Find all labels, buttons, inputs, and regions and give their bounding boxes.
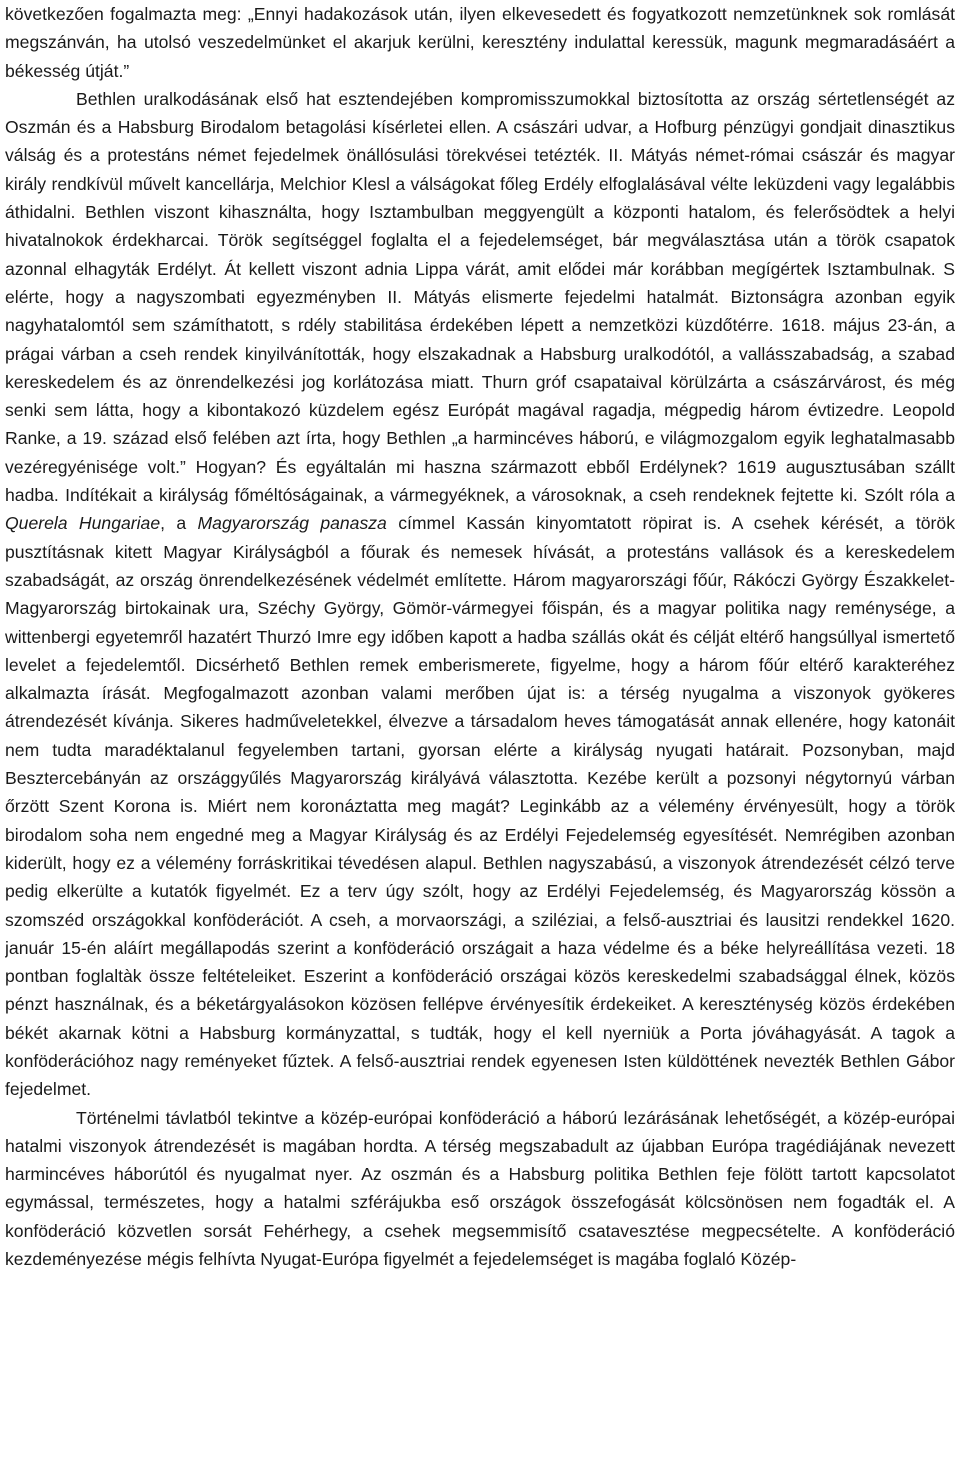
paragraph-bethlen-reign — [5, 85, 955, 1104]
document-page — [5, 0, 955, 1464]
title-querela-hungariae: Querela Hungariae — [5, 513, 161, 534]
text-segment: , a — [160, 513, 198, 534]
text-segment: Bethlen uralkodásának első hat esztendejében kompromisszumokkal biztosította az ország sértetlenségét az Oszmán és a Habsburg Birodalom betagolási kísérletei ellen. A császári udvar, a Hofburg pénzügyi gondjait dinasztikus válság és a protestáns német fejedelmek önállósulási törekvései tetézték. II. Mátyás német-római császár és magyar király rendkívül művelt kancellárja, Melchior Klesl a válságokat főleg Erdély elfoglalásával vélte leküzdeni vagy legalábbis áthidalni. Bethlen viszont kihasználta, hogy Isztambulban meggyengült a központi hatalom, és felerősödtek a helyi hivatalnokok érdekharcai. Török segítséggel foglalta el a fejedelemséget, bár megválasztása után a török csapatok azonnal elhagyták Erdélyt. Át kellett viszont adnia Lippa várát, amit elődei már korábban megígértek Isztambulnak. S elérte, hogy a nagyszombati egyezményben II. Mátyás elismerte fejedelmi hatalmát. Biztonságra azonban egyik nagyhatalomtól sem számíthatott, s rdély stabilitása érdekében lépett a nemzetközi küzdőtérre. 1618. május 23-án, a prágai várban a cseh rendek kinyilvánították, hogy elszakadnak a Habsburg uralkodótól, a vallásszabadság, a szabad kereskedelem és az önrendelkezési jog korlátozása miatt. Thurn gróf csapataival körülzárta a császárvárost, és még senki sem látta, hogy a kibontakozó küzdelem egész Európát magával ragadja, mégpedig három évtizedre. Leopold Ranke, a 19. század első felében azt írta, hogy Bethlen „a harmincéves háború, e világmozgalom egyik leghatalmasabb vezéregyénisége volt.” Hogyan? És egyáltalán mi haszna származott ebből Erdélynek? 1619 augusztusában szállt hadba. Indítékait a királyság főméltóságainak, a vármegyéknek, a városoknak, a cseh rendeknek fejtette ki. Szólt róla a — [5, 88, 955, 506]
text-segment: címmel Kassán kinyomtatott röpirat is. A csehek kérését, a török pusztításnak kitett Magyar Királyságból a főurak és nemesek hívását, a protestáns vallások és a kereskedelem szabadságát, az ország önrendelkezésének védelmét említette. Három magyarországi főúr, Rákóczi György Északkelet-Magyarország birtokainak ura, Széchy György, Gömör-vármegyei főispán, és a magyar politika nagy reménysége, a wittenbergi egyetemről hazatért Thurzó Imre egy időben kapott a hadba szállás okát és célját eltérő hangsúllyal ismertető levelet a fejedelemtől. Dicsérhető Bethlen remek emberismerete, figyelme, hogy a három főúr eltérő karakteréhez alkalmazta írását. Megfogalmazott azonban valami merőben újat is: a térség nyugalma a viszonyok gyökeres átrendezését kívánja. Sikeres hadműveletekkel, élvezve a társadalom heves támogatását annak ellenére, hogy katonáit nem tudta maradéktalanul fegyelemben tartani, gyorsan elérte a királyság nyugati határait. Pozsonyban, majd Besztercebányán az országgyűlés Magyarország királyává választotta. Kezébe került a pozsonyi négytornyú várban őrzött Szent Korona is. Miért nem koronáztatta meg magát? Leginkább az a vélemény érvényesült, hogy a török birodalom soha nem engedné meg a Magyar Királyság és az Erdélyi Fejedelemség egyesítését. Nemrégiben azonban kiderült, hogy ez a vélemény forráskritikai tévedésen alapul. Bethlen nagyszabású, a viszonyok átrendezését célzó terve pedig elkerülte a kutatók figyelmét. Ez a terv úgy szólt, hogy az Erdélyi Fejedelemség, és Magyarország kössön a szomszéd országokkal konföderációt. A cseh, a morvaországi, a sziléziai, a felső-ausztriai és lausitzi rendekkel 1620. január 15-én aláírt megállapodás szerint a konföderáció országait a haza védelme és a béke helyreállítása vezeti. 18 pontban foglaltàk össze feltételeiket. Eszerint a konföderáció országai közös kereskedelmi szabadsággal élnek, közös pénzt használnak, és a béketárgyalásokon közösen fellépve érvényesítik érdekeiket. A kereszténység közös érdekében békét akarnak kötni a Habsburg kormányzattal, s tudták, hogy el kell nyerniük a Porta jóváhagyását. A tagok a konföderációhoz nagy reményeket fűztek. A felső-ausztriai rendek egyenesen Isten küldöttének nevezték Bethlen Gábor fejedelmet. — [5, 513, 955, 1100]
text-segment: Történelmi távlatból tekintve a közép-európai konföderáció a háború lezárásának lehetőségét, a közép-európai hatalmi viszonyok átrendezését is magában hordta. A térség megszabadult az újabban Európa tragédiájának nevezett harmincéves háborútól és nyugalmat nyer. Az oszmán és a Habsburg politika Bethlen feje fölött tartott kapcsolatot egymással, természetes, hogy a hatalmi szférájukba eső országok összefogását kölcsönösen nem fogadták el. A konföderáció közvetlen sorsát Fehérhegy, a csehek megsemmisítő csatavesztése megpecsételte. A konföderáció kezdeményezése mégis felhívta Nyugat-Európa figyelmét a fejedelemséget is magába foglaló Közép- — [5, 1107, 955, 1270]
paragraph-quote-continuation — [5, 0, 955, 85]
text-segment: következően fogalmazta meg: „Ennyi hadakozások után, ilyen elkevesedett és fogyatkozott nemzetünknek sok romlását megszánván, ha utolsó veszedelmünket el akarjuk kerülni, keresztény indulattal keressük, magunk megmaradásáért a békesség útját.” — [5, 4, 955, 81]
paragraph-historical-perspective — [5, 1104, 955, 1274]
title-magyarorszag-panasza: Magyarország panasza — [197, 513, 387, 534]
